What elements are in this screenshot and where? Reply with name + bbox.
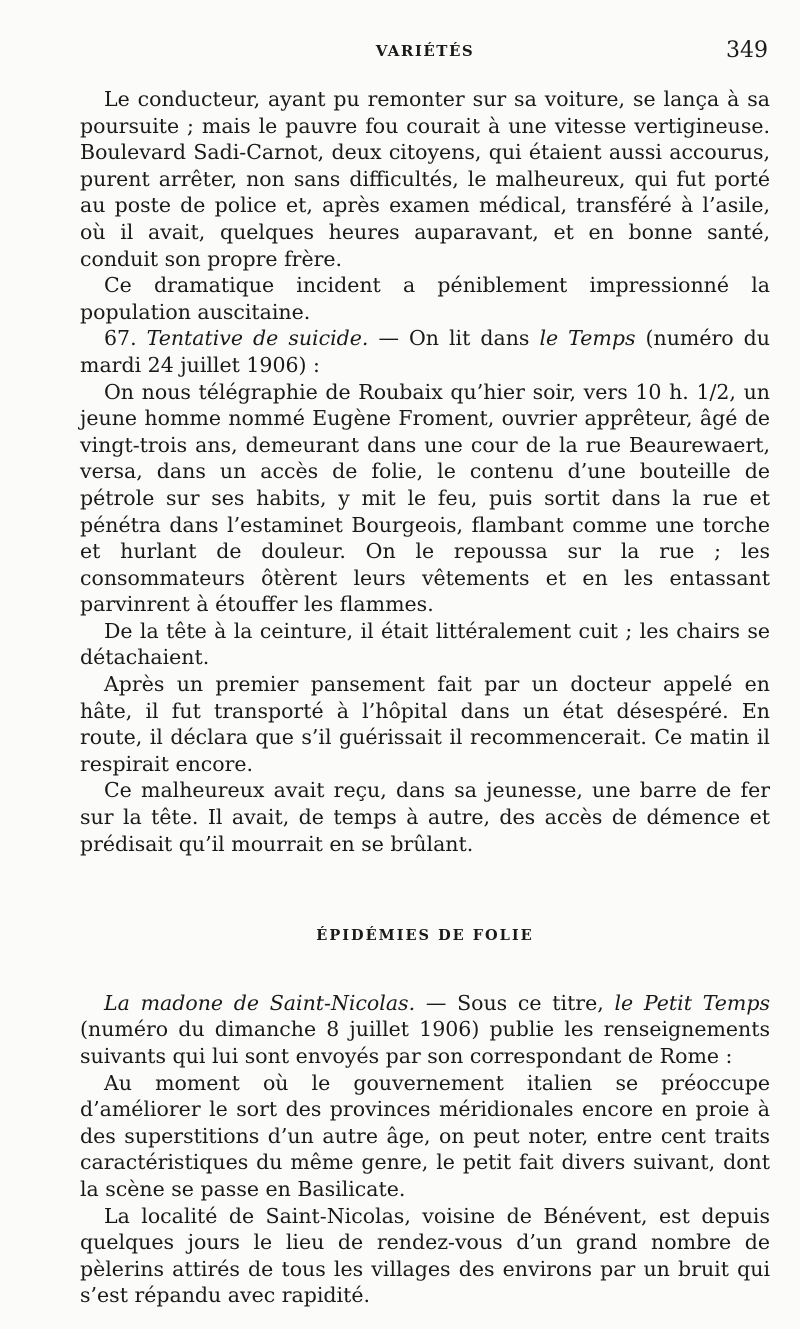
page-number: 349 [726, 38, 768, 63]
paragraph-gouvernement: Au moment où le gouvernement italien se préoccupe d’améliorer le sort des provinces méridionales encore en proie à des superstitions d’un autre âge, on peut noter, entre cent traits caractéristiques du même genre, le petit fait divers suivant, dont la scène se passe en Basilicate. [80, 1070, 770, 1201]
item-title: Tentative de suicide. [146, 326, 369, 351]
running-header [80, 38, 770, 86]
paragraph-madone [80, 990, 770, 1070]
paragraph-incident: Ce dramatique incident a péniblement impressionné la population auscitaine. [80, 273, 770, 324]
paragraph-malheureux: Ce malheureux avait reçu, dans sa jeunesse, une barre de fer sur la tête. Il avait, de temps à autre, des accès de démence et prédisait qu’il mourrait en se brûlant. [80, 778, 770, 856]
paragraph-ceinture: De la tête à la ceinture, il était littéralement cuit ; les chairs se détachaient. [80, 618, 770, 670]
paragraph-saint-nicolas: La localité de Saint-Nicolas, voisine de Bénévent, est depuis quelques jours le lieu de rendez-vous d’un grand nombre de pèlerins attirés de tous les villages des environs par un bruit qui s’est répandu avec rapidité. [80, 1203, 770, 1308]
source-title: le Temps [539, 326, 636, 351]
item-source-details: (numéro du dimanche 8 juillet 1906) publie les renseignements suivants qui lui sont envoyés par son correspondant de Rome : [80, 1017, 770, 1068]
body-text [80, 86, 770, 1309]
running-header-title: VARIÉTÉS [375, 42, 475, 60]
source-title: le Petit Temps [614, 990, 770, 1015]
item-intro: — Sous ce titre, [415, 990, 615, 1015]
paragraph-tentative-de-suicide [80, 325, 770, 378]
item-number: 67. [104, 326, 137, 351]
section-heading: ÉPIDÉMIES DE FOLIE [316, 927, 534, 945]
paragraph-conducteur: Le conducteur, ayant pu remonter sur sa voiture, se lança à sa poursuite ; mais le pauvre fou courait à une vitesse vertigineuse. Boulevard Sadi-Carnot, deux citoyens, qui étaient aussi accourus, purent arrêter, non sans difficultés, le malheureux, qui fut porté au poste de police et, après examen médical, transféré à l’asile, où il avait, quelques heures auparavant, et en bonne santé, conduit son propre frère. [80, 87, 770, 271]
paragraph-pansement: Après un premier pansement fait par un docteur appelé en hâte, il fut transporté à l’hôpital dans un état désespéré. En route, il déclara que s’il guérissait il recommencerait. Ce matin il respirait encore. [80, 672, 770, 776]
item-source-details: (numéro du mardi 24 juillet 1906) : [80, 326, 770, 377]
item-title: La madone de Saint-Nicolas. [104, 990, 416, 1015]
paragraph-roubaix: On nous télégraphie de Roubaix qu’hier soir, vers 10 h. 1/2, un jeune homme nommé Eugène Froment, ouvrier apprêteur, âgé de vingt-trois ans, demeurant dans une cour de la rue Beaurewaert, versa, dans un accès de folie, le contenu d’une bouteille de pétrole sur ses habits, y mit le feu, puis sortit dans la rue et pénétra dans l’estaminet Bourgeois, flambant comme une torche et hurlant de douleur. On le repoussa sur la rue ; les consommateurs ôtèrent leurs vêtements et en les entassant parvinrent à étouffer les flammes. [80, 379, 770, 617]
item-intro: — On lit dans [368, 326, 540, 351]
